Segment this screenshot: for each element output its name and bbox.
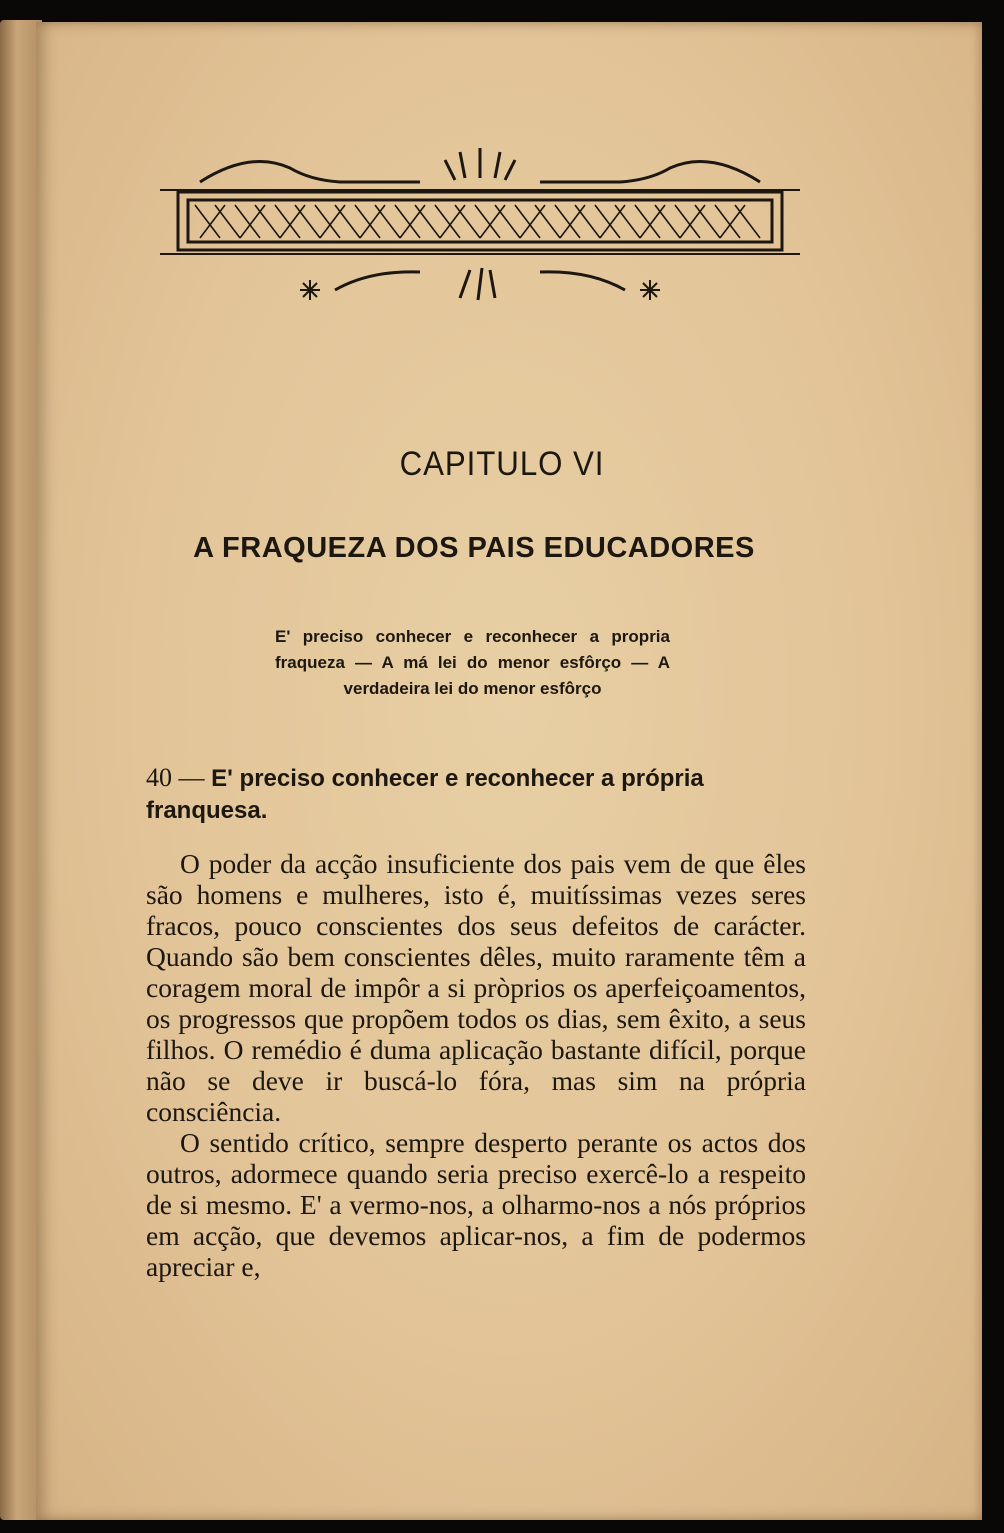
chapter-heading: CAPITULO VI	[399, 445, 605, 483]
section-title: E' preciso conhecer e reconhecer a própria franquesa.	[146, 765, 704, 824]
body-text	[146, 848, 806, 1282]
chapter-title: A FRAQUEZA DOS PAIS EDUCADORES	[193, 532, 755, 564]
section-heading	[146, 762, 816, 827]
chapter-summary: E' preciso conhecer e reconhecer a propria fraqueza — A má lei do menor esfôrço — A verdadeira lei do menor esfôrço	[275, 627, 670, 698]
paragraph: O poder da acção insuficiente dos pais vem de que êles são homens e mulheres, isto é, muitíssimas vezes seres fracos, pouco conscientes dos seus defeitos de carácter. Quando são bem conscientes dêles, muito raramente têm a coragem moral de impôr a si pròprios os aperfeiçoamentos, os progressos que propõem todos os dias, sem êxito, a seus filhos. O remédio é duma aplicação bastante difícil, porque não se deve ir buscá-lo fóra, mas sim na própria consciência.	[146, 848, 806, 1127]
section-number: 40 —	[146, 763, 205, 792]
paragraph: O sentido crítico, sempre desperto perante os actos dos outros, adormece quando seria preciso exercê-lo a respeito de si mesmo. E' a vermo-nos, a olharmo-nos a nós próprios em acção, que devemos aplicar-nos, a fim de podermos apreciar e,	[146, 1127, 806, 1282]
decorative-ornament	[160, 130, 800, 320]
